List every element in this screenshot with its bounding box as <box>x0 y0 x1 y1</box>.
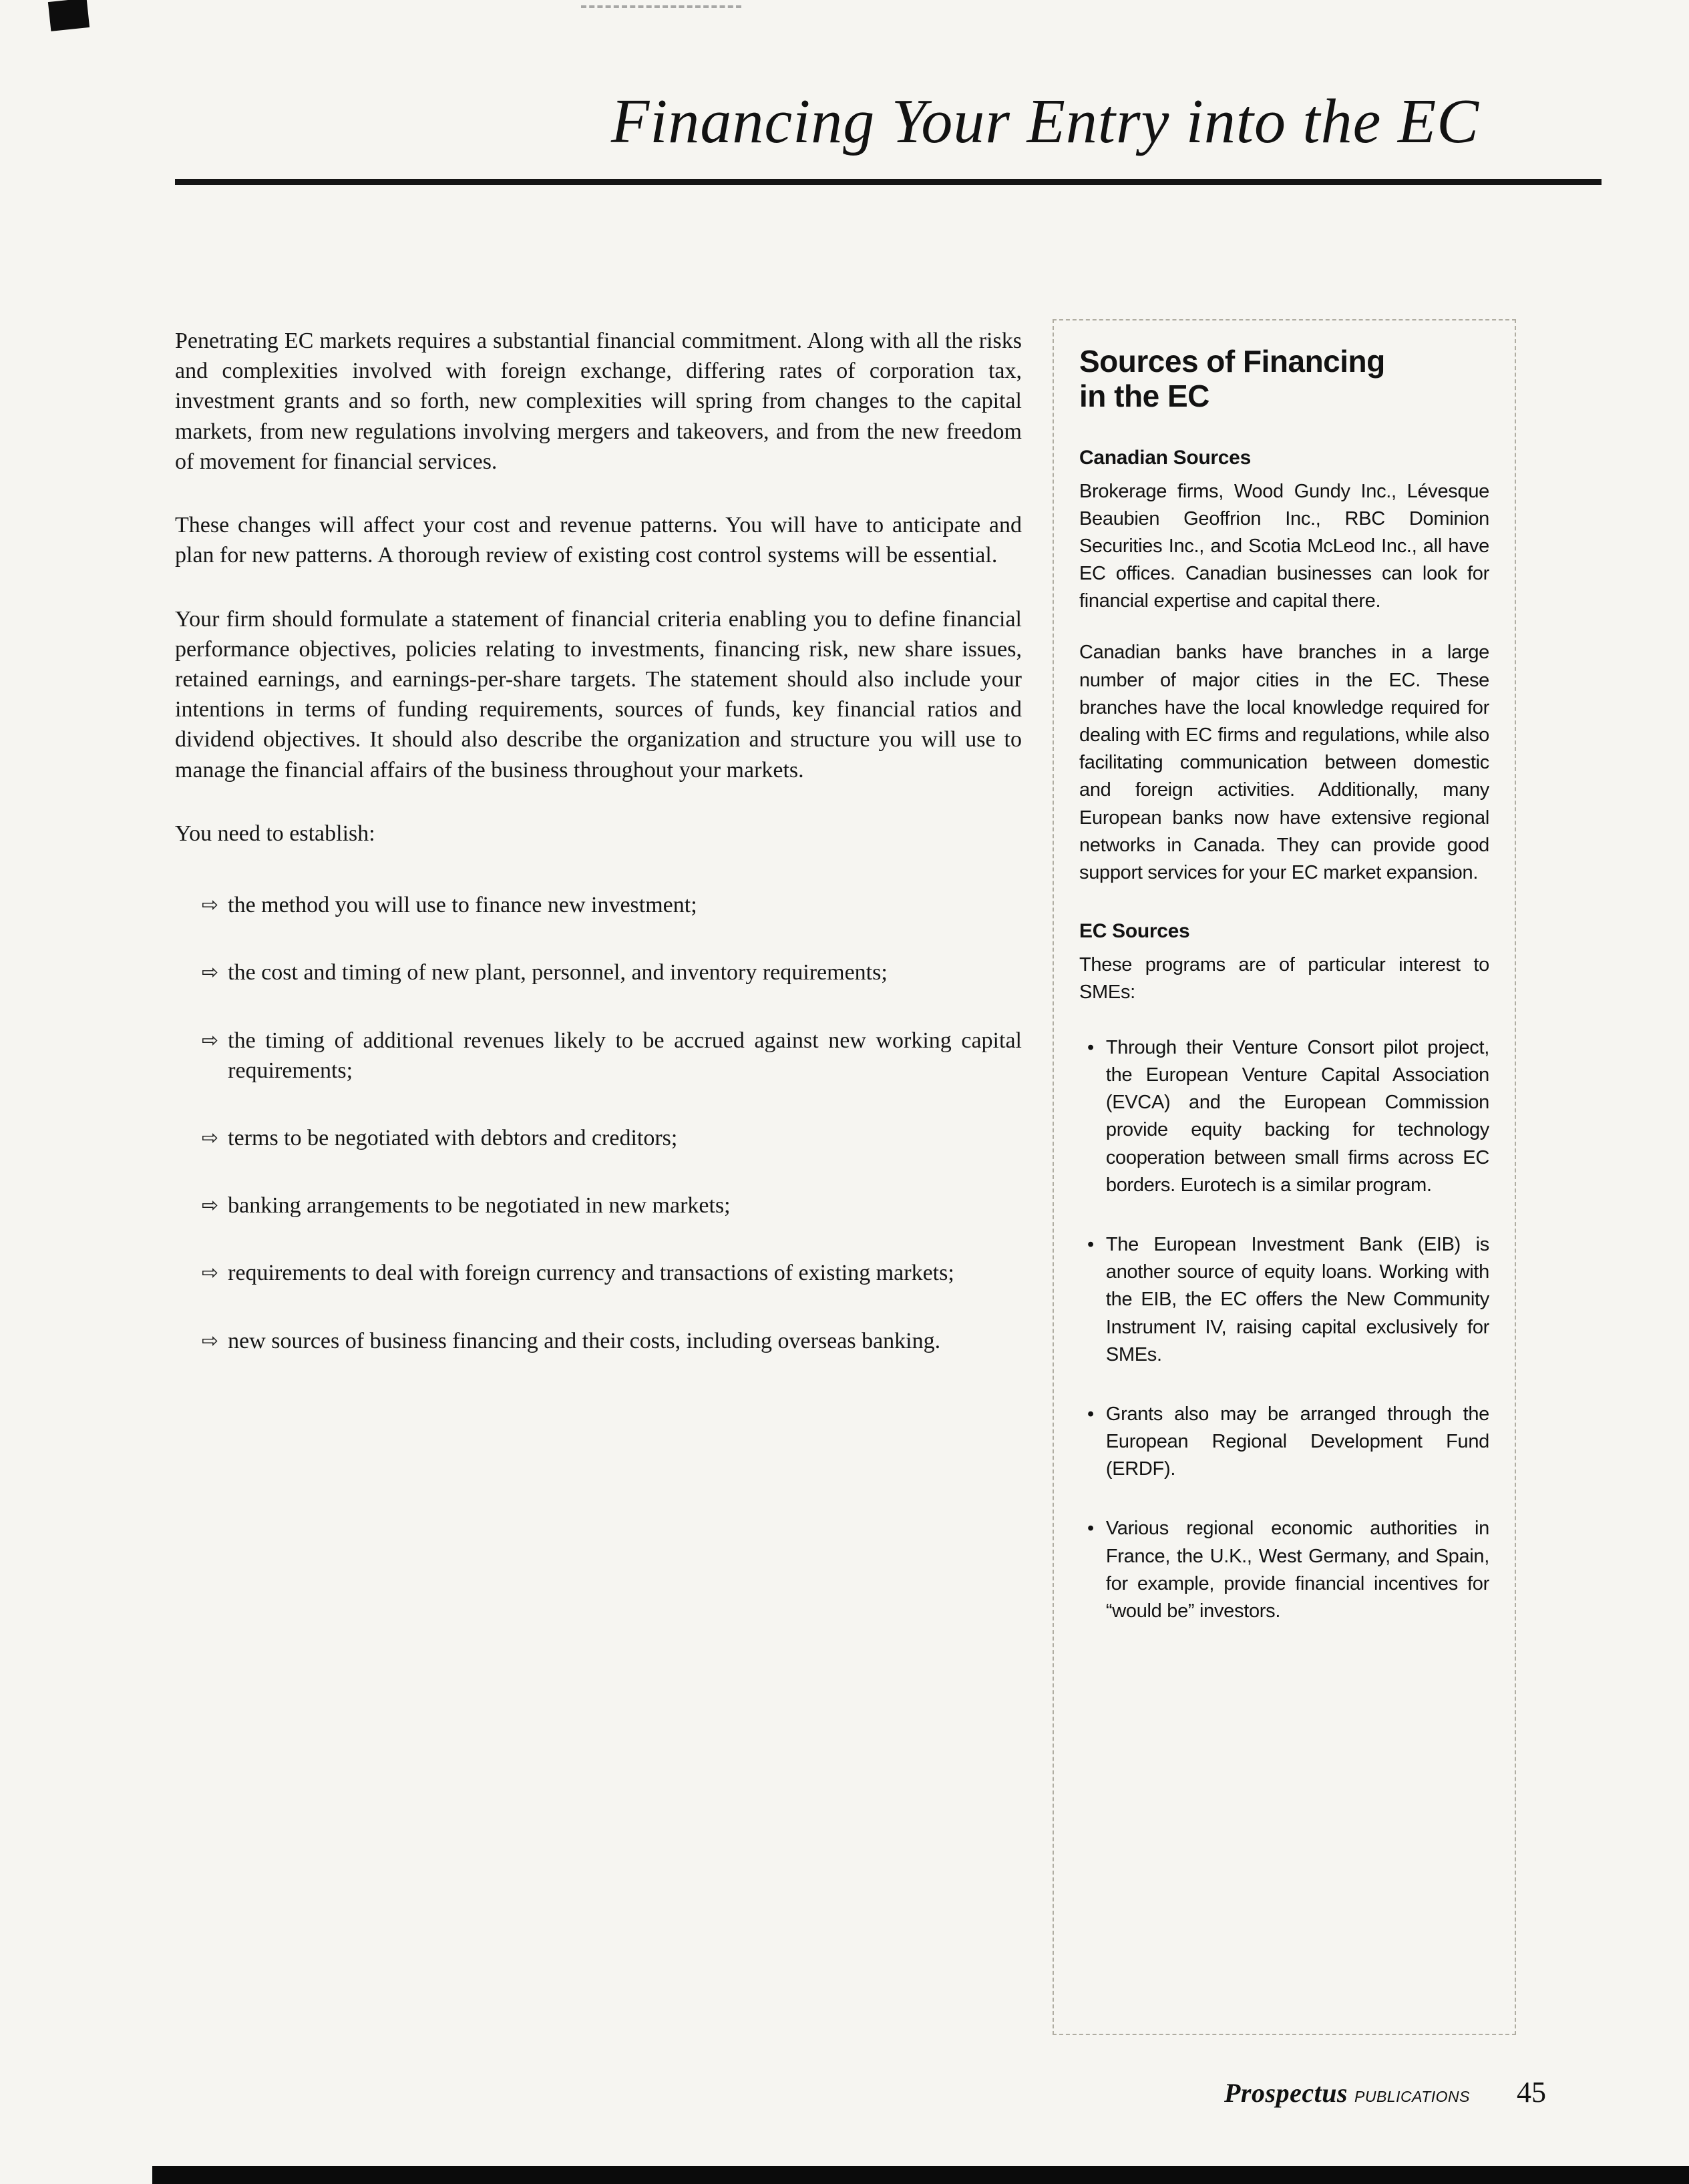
list-item <box>175 1190 1022 1221</box>
requirements-list <box>175 890 1022 1356</box>
list-item-text: the method you will use to finance new investment; <box>228 893 697 918</box>
list-item-text: requirements to deal with foreign currency and transactions of existing markets; <box>228 1261 954 1286</box>
dot-bullet-icon: • <box>1087 1518 1094 1540</box>
list-item <box>175 890 1022 920</box>
list-item-text: Through their Venture Consort pilot project, the European Venture Capital Association (EVCA) and the European Commission provide equity backing for technology cooperation between small firms across EC borders. Eurotech is a similar program. <box>1105 1036 1489 1196</box>
list-item-text: The European Investment Bank (EIB) is another source of equity loans. Working with the EIB, the EC offers the New Community Instrument IV, raising capital exclusively for SMEs. <box>1105 1234 1489 1365</box>
list-item <box>175 1258 1022 1288</box>
list-item <box>1079 1231 1489 1369</box>
body-paragraph: These changes will affect your cost and revenue patterns. You will have to anticipate and plan for new patterns. A thorough review of existing cost control systems will be essential. <box>175 513 1022 568</box>
page-footer <box>1224 2075 1546 2109</box>
list-item <box>175 957 1022 988</box>
page-title: Financing Your Entry into the EC <box>610 87 1479 156</box>
arrow-bullet-icon: ⇨ <box>202 1126 219 1150</box>
list-item-text: Various regional economic authorities in France, the U.K., West Germany, and Spain, for example, provide financial incentives for “would be” investors. <box>1105 1518 1489 1622</box>
title-rule <box>175 179 1602 185</box>
list-item <box>1079 1515 1489 1625</box>
publisher-suffix: PUBLICATIONS <box>1354 2088 1470 2105</box>
list-item <box>175 1326 1022 1356</box>
scan-artifact-top-left <box>48 0 89 31</box>
scan-artifact-top-dashes <box>581 5 741 8</box>
arrow-bullet-icon: ⇨ <box>202 1028 219 1052</box>
arrow-bullet-icon: ⇨ <box>202 1329 219 1353</box>
list-item-text: the cost and timing of new plant, personnel, and inventory requirements; <box>228 960 888 986</box>
arrow-bullet-icon: ⇨ <box>202 1194 219 1218</box>
ec-sources-list <box>1079 1034 1489 1625</box>
publisher-name: Prospectus <box>1224 2078 1348 2108</box>
publisher-logo <box>1224 2077 1470 2109</box>
dot-bullet-icon: • <box>1087 1234 1094 1255</box>
sidebar-paragraph: These programs are of particular interest to SMEs: <box>1079 953 1489 1003</box>
body-paragraph: Penetrating EC markets requires a substantial financial commitment. Along with all the risks and complexities involved with foreign exchange, differing rates of corporation tax, investment grants and so forth, new complexities will spring from changes to the capital markets, from new regulations involving mergers and takeovers, and from the new freedom of movement for financial services. <box>175 329 1022 474</box>
list-item-text: banking arrangements to be negotiated in new markets; <box>228 1193 731 1219</box>
arrow-bullet-icon: ⇨ <box>202 1261 219 1285</box>
sidebar-title: Sources of Financing in the EC <box>1079 344 1385 413</box>
list-item-text: the timing of additional revenues likely to be accrued against new working capital requirements; <box>228 1028 1022 1083</box>
dot-bullet-icon: • <box>1087 1036 1094 1058</box>
list-item <box>1079 1401 1489 1484</box>
body-paragraph: Your firm should formulate a statement of financial criteria enabling you to define financial performance objectives, policies relating to investments, financing risk, new share issues, retained earnings, and earnings-per-share targets. The statement should also include your intentions in terms of funding requirements, sources of funds, key financial ratios and dividend objectives. It should also describe the organization and structure you will use to manage the financial affairs of the business throughout your markets. <box>175 606 1022 783</box>
section-heading-ec-sources: EC Sources <box>1079 920 1190 943</box>
list-item <box>175 1026 1022 1086</box>
arrow-bullet-icon: ⇨ <box>202 961 219 985</box>
list-item-text: new sources of business financing and their costs, including overseas banking. <box>228 1328 941 1353</box>
page-number: 45 <box>1517 2076 1546 2109</box>
list-item-text: Grants also may be arranged through the European Regional Development Fund (ERDF). <box>1105 1403 1489 1480</box>
scan-artifact-bottom-bar <box>152 2166 1689 2184</box>
list-item-text: terms to be negotiated with debtors and creditors; <box>228 1125 678 1150</box>
dot-bullet-icon: • <box>1087 1403 1094 1425</box>
arrow-bullet-icon: ⇨ <box>202 893 219 917</box>
list-item <box>1079 1034 1489 1199</box>
list-intro: You need to establish: <box>175 821 375 846</box>
section-heading-canadian-sources: Canadian Sources <box>1079 447 1251 469</box>
sidebar-paragraph: Canadian banks have branches in a large number of major cities in the EC. These branches have the local knowledge required for dealing with EC firms and regulations, while also facilitating communication between domestic and foreign activities. Additionally, many European banks now have extensive regional networks in Canada. They can provide good support services for your EC market expansion. <box>1079 642 1489 883</box>
sidebar-paragraph: Brokerage firms, Wood Gundy Inc., Lévesque Beaubien Geoffrion Inc., RBC Dominion Securities Inc., and Scotia McLeod Inc., all have EC offices. Canadian businesses can look for financial expertise and capital there. <box>1079 480 1489 612</box>
sidebar-box <box>1053 319 1516 2035</box>
list-item <box>175 1123 1022 1153</box>
main-column <box>175 326 1022 1393</box>
